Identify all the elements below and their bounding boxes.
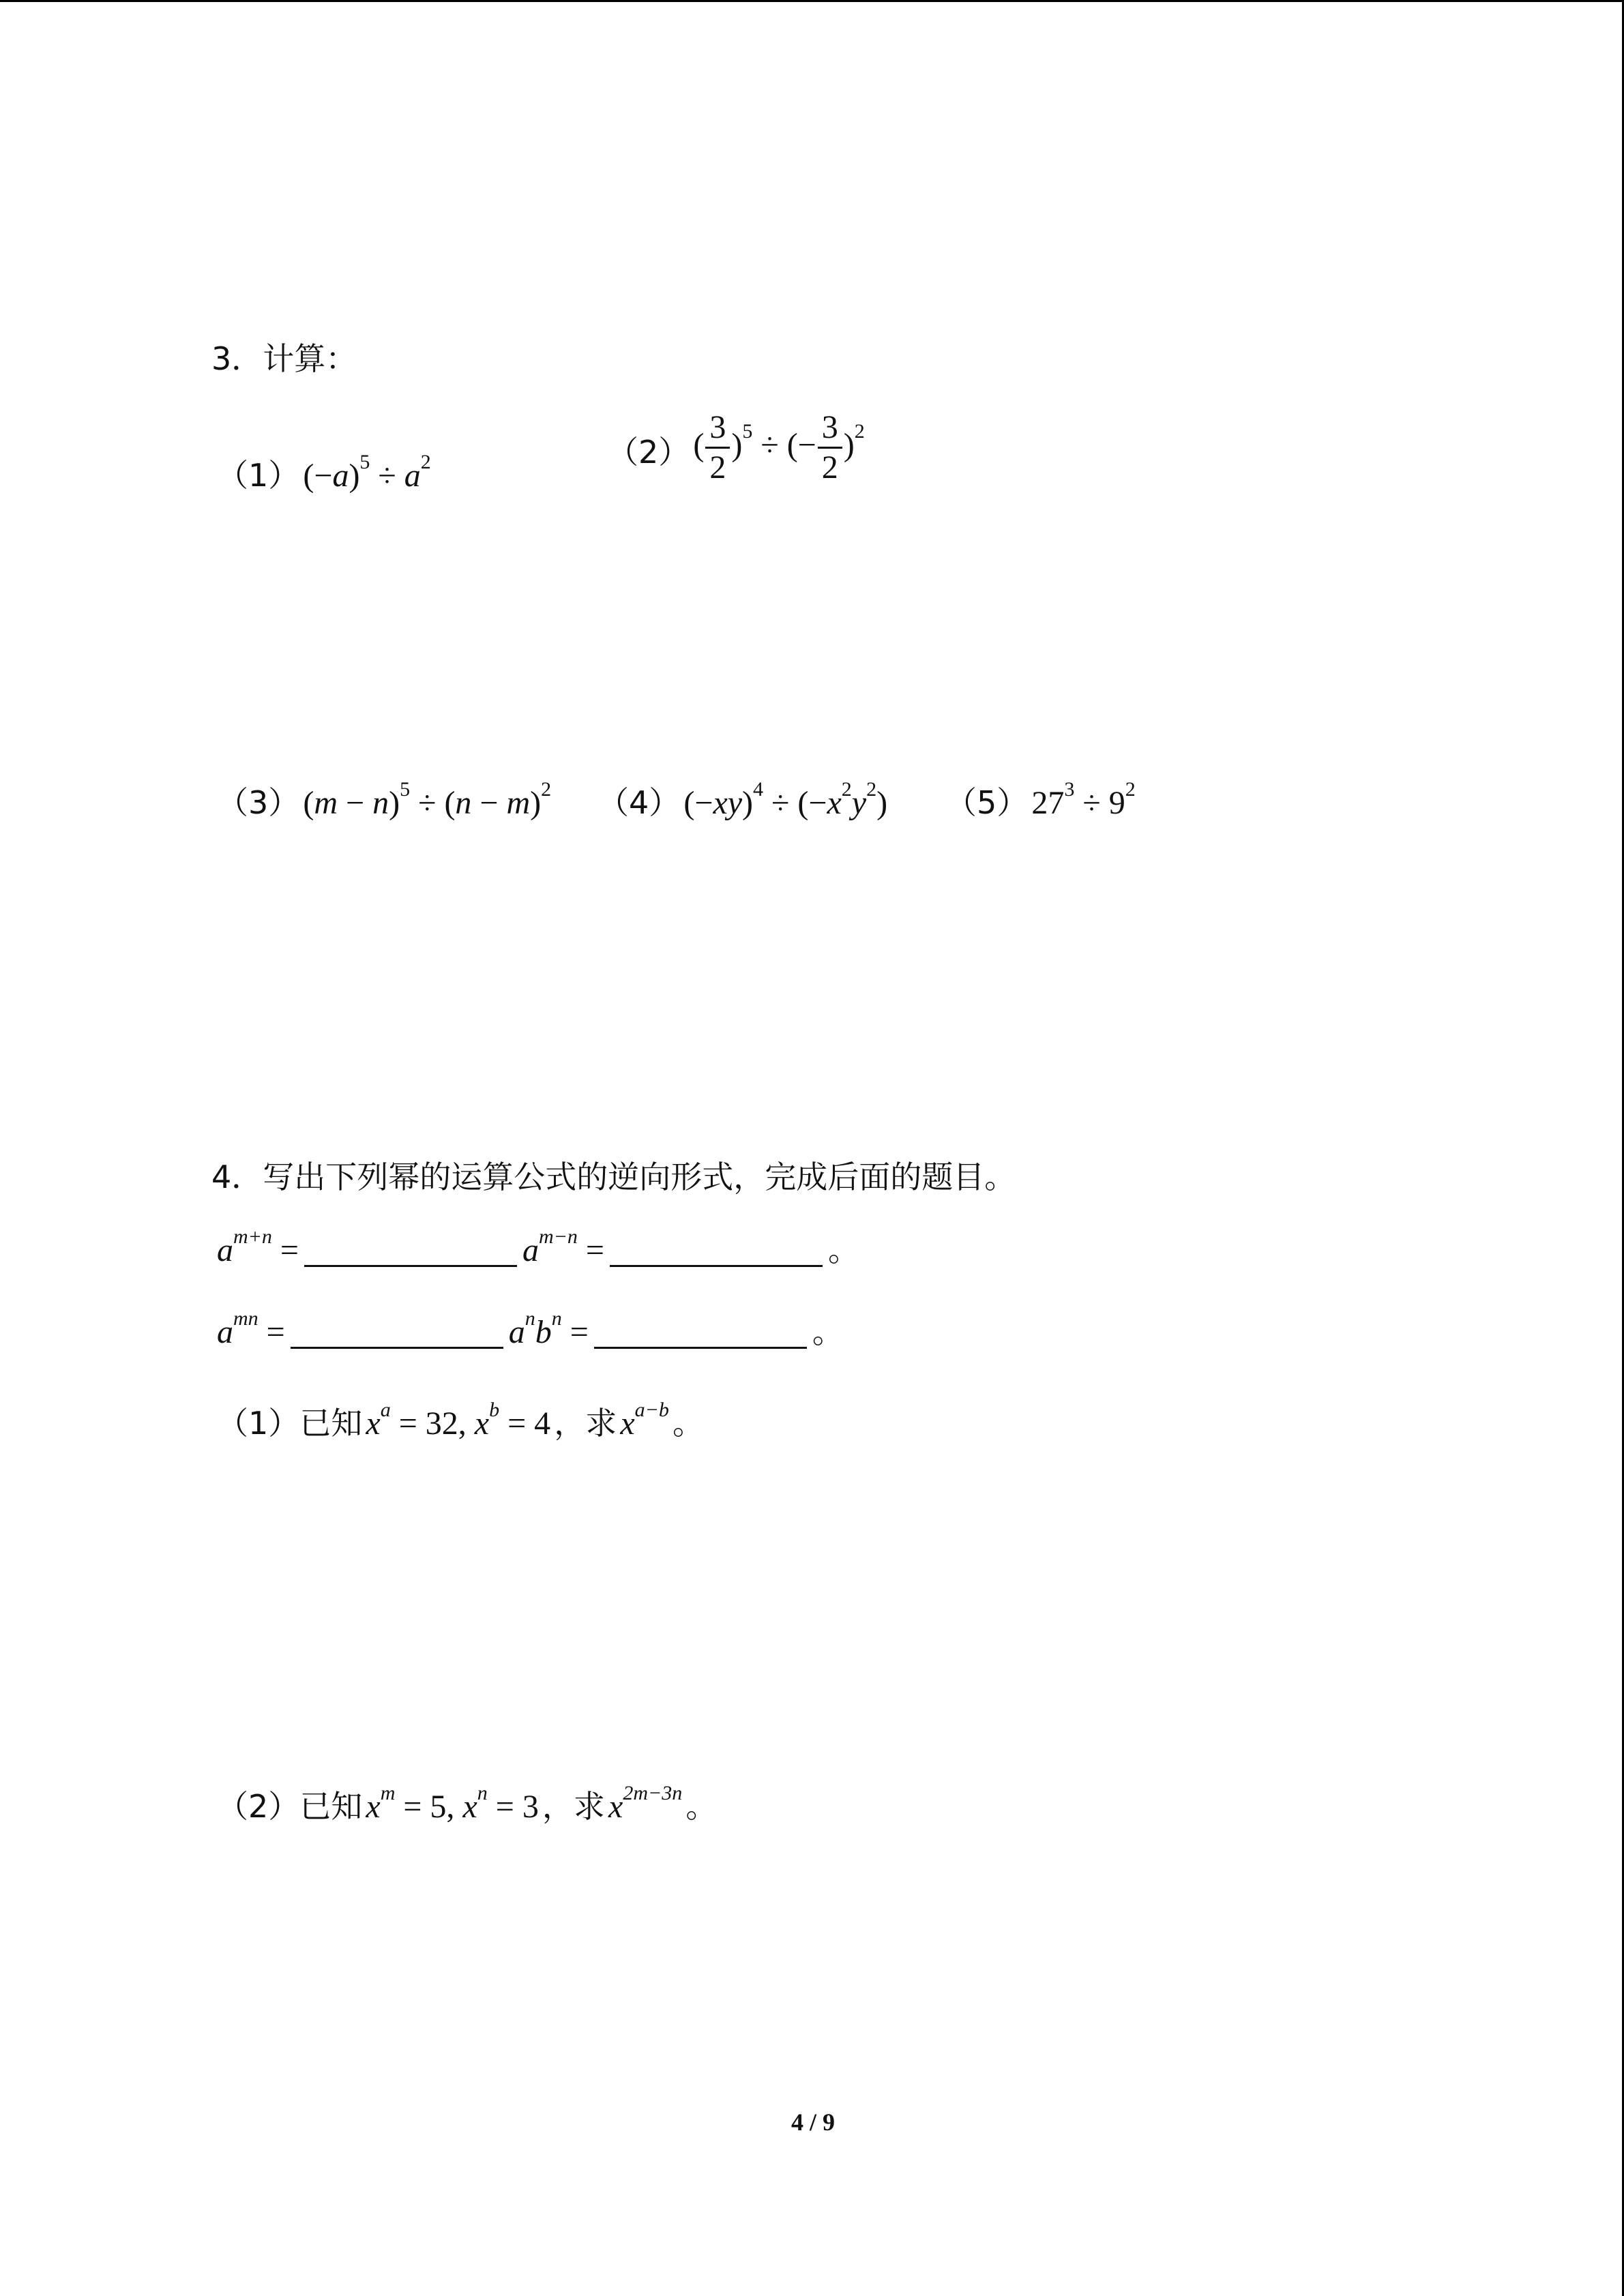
answer-blank-2[interactable] <box>610 1235 823 1267</box>
q4-sub-1-ask: ，求 <box>554 1405 617 1442</box>
q3-item-5 <box>945 779 1136 820</box>
q3-item-2 <box>607 411 865 484</box>
page-number: 4 / 9 <box>791 2108 836 2136</box>
q4-heading: 4．写出下列幂的运算公式的逆向形式，完成后面的题目。 <box>211 1159 1016 1195</box>
q4-sub-2-ask: ，求 <box>542 1788 605 1825</box>
q3-item-1-expr: $(-a)^5 \div a^2$ <box>303 451 431 494</box>
q3-item-2-label: （2） <box>607 434 690 471</box>
q4-sub-1-condition: $x^a = 32$, $x^b = 4$ <box>366 1399 551 1442</box>
q3-item-3 <box>217 779 551 820</box>
answer-blank-1[interactable] <box>304 1235 517 1267</box>
q3-item-2-expr: ( $\frac{3}{2}$ )$^5$ ÷ (− $\frac{3}{2}$ )$^2$ <box>693 409 865 486</box>
q3-item-4-label: （4） <box>597 784 681 821</box>
q3-item-5-expr: $27^3 \div 9^2$ <box>1031 778 1136 821</box>
q4-sub-1-label: （1）已知 <box>217 1405 363 1442</box>
q3-heading: 3．计算： <box>211 340 357 377</box>
q4-sub-2 <box>217 1783 717 1823</box>
answer-blank-4[interactable] <box>594 1317 807 1349</box>
q3-item-3-label: （3） <box>217 784 300 821</box>
q3-item-4 <box>597 779 887 820</box>
q4-sub-1-end: 。 <box>673 1405 704 1442</box>
q3-item-1 <box>217 452 431 492</box>
q4-sub-1-target: $x^{a-b}$ <box>620 1399 669 1442</box>
q3-item-5-label: （5） <box>945 784 1029 821</box>
q4-sub-2-condition: $x^m = 5$, $x^n = 3$ <box>366 1782 539 1825</box>
q3-item-1-label: （1） <box>217 457 300 494</box>
end-mark: 。 <box>828 1232 859 1268</box>
end-mark: 。 <box>812 1313 844 1350</box>
q4-sub-2-label: （2）已知 <box>217 1788 363 1825</box>
q3-item-3-expr: $(m - n)^5 \div (n - m)^2$ <box>303 778 552 821</box>
q4-formula-row-1: $a^{m+n} = a^{m-n}$ = 。 <box>217 1225 859 1268</box>
q3-item-4-expr: $(-xy)^4 \div (-x^2y^2)$ <box>683 778 888 821</box>
q4-formula-row-2: $a^{mn} = a^nb^n$ = 。 <box>217 1307 844 1350</box>
q4-sub-2-end: 。 <box>685 1788 718 1825</box>
answer-blank-3[interactable] <box>291 1317 503 1349</box>
q4-sub-1 <box>217 1400 704 1440</box>
q4-sub-2-target: $x^{2m-3n}$ <box>608 1782 683 1825</box>
